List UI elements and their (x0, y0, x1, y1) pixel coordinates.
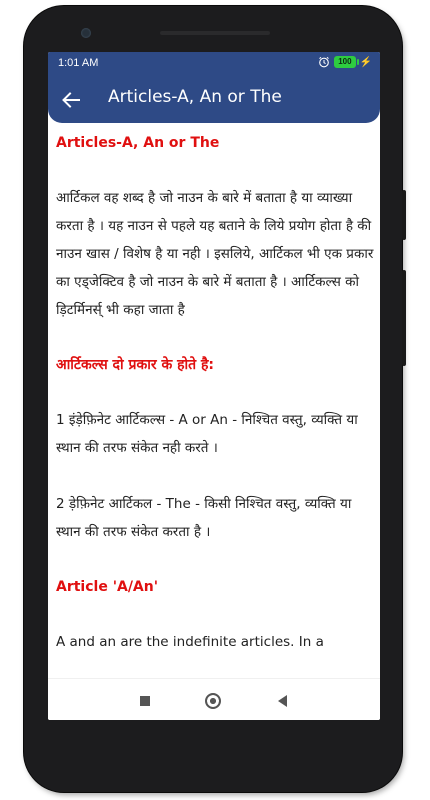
point-definite: 2 ड़ेफ़िनेट आर्टिकल - The - किसी निश्चित वस्तु, व्यक्ति या स्थान की तरफ संकेत करता है । (56, 496, 352, 540)
arrow-left-icon[interactable] (60, 89, 82, 111)
charging-bolt-icon: ⚡ (359, 56, 372, 68)
toolbar (48, 78, 380, 122)
home-circle-icon[interactable] (205, 693, 221, 709)
spacer (56, 324, 374, 352)
power-button (402, 190, 406, 240)
article-content[interactable] (56, 130, 374, 678)
front-camera (81, 28, 91, 38)
point-indefinite: 1 इंड़ेफ़िनेट आर्टिकल्स - A or An - निश्चित वस्तु, व्यक्ति या स्थान की तरफ संकेत नही करते । (56, 412, 358, 456)
types-heading: आर्टिकल्स दो प्रकार के होते है: (56, 357, 215, 373)
recents-square-icon[interactable] (140, 696, 150, 706)
page-title: Articles-A, An or The (108, 87, 282, 107)
volume-button (402, 270, 406, 366)
section-heading: Article 'A/An' (56, 579, 159, 595)
app-bar (48, 52, 380, 123)
earpiece-speaker (160, 31, 270, 35)
section-paragraph: A and an are the indefinite articles. In a (56, 634, 324, 650)
spacer (56, 156, 374, 184)
spacer (56, 462, 374, 490)
spacer (56, 546, 374, 574)
back-triangle-icon[interactable] (278, 695, 287, 707)
screen (48, 52, 380, 720)
spacer (56, 600, 374, 628)
intro-paragraph: आर्टिकल वह शब्द है जो नाउन के बारे में बताता है या व्याख्या करता है । यह नाउन से पहले यह बताने के लिये प्रयोग होता है की नाउन खास / विशेष है या नही । इसलिये, आर्टिकल भी एक प्रकार का एड्जेक्टिव है जो नाउन के बारे में बताता है । आर्टिकल्स को ड़िटर्मिनर्स् भी कहा जाता है (56, 190, 374, 318)
system-navigation-bar (48, 678, 380, 720)
status-icons (318, 56, 372, 68)
status-time: 1:01 AM (58, 57, 99, 69)
battery-icon: 100 (334, 56, 355, 68)
spacer (56, 378, 374, 406)
alarm-icon (318, 56, 330, 68)
article-heading: Articles-A, An or The (56, 135, 220, 151)
status-bar (48, 52, 380, 76)
